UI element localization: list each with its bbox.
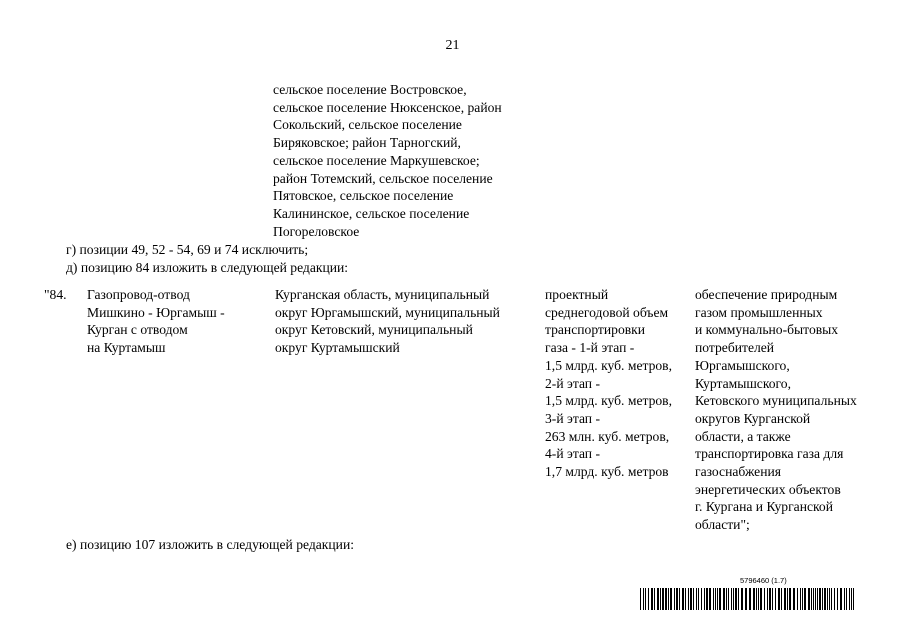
- barcode-bar: [846, 588, 847, 610]
- barcode-bar: [670, 588, 672, 610]
- barcode-bar: [668, 588, 669, 610]
- row-capacity-line: 1,5 млрд. куб. метров,: [545, 357, 673, 373]
- row-purpose-line: области";: [695, 517, 750, 533]
- continuation-line: Пятовское, сельское поселение: [273, 188, 454, 204]
- row-capacity-line: среднегодовой объем: [545, 304, 669, 320]
- barcode-bar: [802, 588, 803, 610]
- barcode-bar: [674, 588, 675, 610]
- barcode-bar: [808, 588, 810, 610]
- barcode-bar: [690, 588, 692, 610]
- row-capacity-column: [545, 286, 672, 481]
- row-location-line: округ Юргамышский, муниципальный: [275, 304, 500, 320]
- barcode-bar: [688, 588, 689, 610]
- row-purpose-line: обеспечение природным: [695, 287, 838, 302]
- barcode-bar: [753, 588, 755, 610]
- barcode-number: 5796460 (1.7): [740, 576, 787, 585]
- barcode-bar: [844, 588, 845, 610]
- barcode-bar: [817, 588, 818, 610]
- row-capacity-line: 4-й этап -: [545, 446, 600, 462]
- continuation-line: сельское поселение Нюксенское, район: [273, 99, 502, 115]
- row-capacity-line: транспортировки: [545, 322, 646, 338]
- barcode-bar: [731, 588, 732, 610]
- barcode-bar: [733, 588, 734, 610]
- barcode-bar: [741, 588, 743, 610]
- row-purpose-line: транспортировка газа для: [695, 446, 844, 462]
- continuation-line: Калининское, сельское поселение: [273, 205, 470, 221]
- barcode-image: [640, 588, 858, 610]
- barcode-bar: [657, 588, 659, 610]
- row-purpose-line: газом промышленных: [695, 304, 823, 320]
- continuation-line: Погореловское: [273, 223, 360, 239]
- item-g-text: г) позиции 49, 52 - 54, 69 и 74 исключить;: [66, 242, 309, 257]
- barcode-bar: [819, 588, 821, 610]
- barcode-bar: [775, 588, 776, 610]
- barcode-bar: [717, 588, 718, 610]
- barcode-bar: [640, 588, 641, 610]
- barcode-bar: [749, 588, 751, 610]
- barcode-bar: [822, 588, 823, 610]
- barcode-bar: [834, 588, 835, 610]
- barcode-bar: [735, 588, 737, 610]
- row-capacity-line: 263 млн. куб. метров,: [545, 428, 670, 444]
- row-location-line: округ Куртамышский: [275, 340, 400, 356]
- barcode-bar: [643, 588, 644, 610]
- barcode-bar: [831, 588, 832, 610]
- continuation-text: [273, 81, 502, 240]
- barcode-bar: [745, 588, 747, 610]
- barcode-bar: [738, 588, 739, 610]
- barcode-bar: [713, 588, 714, 610]
- barcode-bar: [853, 588, 854, 610]
- barcode-bar: [704, 588, 705, 610]
- barcode-bar: [811, 588, 812, 610]
- barcode-bar: [781, 588, 782, 610]
- barcode-bar: [827, 588, 828, 610]
- row-purpose-line: и коммунально-бытовых: [695, 322, 839, 338]
- barcode-bar: [787, 588, 788, 610]
- row-purpose-line: г. Кургана и Курганской: [695, 499, 834, 515]
- barcode-bar: [778, 588, 780, 610]
- barcode-bar: [660, 588, 661, 610]
- barcode-bar: [685, 588, 686, 610]
- barcode-bar: [665, 588, 667, 610]
- row-name-line: на Куртамыш: [87, 340, 166, 356]
- row-purpose-line: энергетических объектов: [695, 481, 841, 497]
- row-location-line: округ Кетовский, муниципальный: [275, 322, 473, 338]
- page-number: 21: [445, 38, 460, 53]
- barcode-bar: [715, 588, 716, 610]
- continuation-line: сельское поселение Востровское,: [273, 82, 467, 97]
- row-number: "84.: [44, 287, 67, 302]
- row-location-column: [275, 286, 500, 357]
- barcode-bar: [829, 588, 830, 610]
- barcode-bar: [706, 588, 708, 610]
- row-purpose-line: газоснабжения: [695, 464, 782, 480]
- continuation-line: Биряковское; район Тарногский,: [273, 135, 461, 151]
- row-capacity-line: 1,5 млрд. куб. метров,: [545, 393, 673, 409]
- barcode-bar: [723, 588, 725, 610]
- barcode-bar: [815, 588, 816, 610]
- continuation-line: район Тотемский, сельское поселение: [273, 170, 493, 186]
- barcode-bar: [648, 588, 649, 610]
- row-location-line: Курганская область, муниципальный: [275, 287, 490, 302]
- barcode-bar: [698, 588, 699, 610]
- row-capacity-line: проектный: [545, 287, 609, 302]
- row-capacity-line: 2-й этап -: [545, 375, 600, 391]
- row-purpose-line: Куртамышского,: [695, 375, 791, 391]
- barcode-bar: [851, 588, 852, 610]
- barcode-bar: [696, 588, 697, 610]
- row-name-line: Мишкино - Юргамыш -: [87, 304, 225, 320]
- barcode-bar: [682, 588, 684, 610]
- continuation-line: сельское поселение Маркушевское;: [273, 152, 480, 168]
- barcode-bar: [840, 588, 842, 610]
- barcode-bar: [764, 588, 765, 610]
- row-purpose-column: [695, 286, 857, 534]
- barcode-bar: [784, 588, 786, 610]
- barcode-bar: [800, 588, 801, 610]
- barcode-bar: [849, 588, 850, 610]
- row-purpose-line: округов Курганской: [695, 410, 811, 426]
- barcode-bar: [767, 588, 768, 610]
- barcode-bar: [760, 588, 762, 610]
- barcode-bar: [804, 588, 806, 610]
- barcode-bar: [756, 588, 757, 610]
- barcode-bar: [701, 588, 702, 610]
- barcode-bar: [797, 588, 798, 610]
- barcode-bar: [728, 588, 729, 610]
- barcode-bar: [651, 588, 653, 610]
- barcode-bar: [837, 588, 838, 610]
- barcode-bar: [662, 588, 664, 610]
- barcode-bar: [769, 588, 771, 610]
- barcode-bar: [676, 588, 678, 610]
- barcode-bar: [824, 588, 826, 610]
- barcode-bar: [719, 588, 721, 610]
- barcode-bar: [813, 588, 814, 610]
- barcode-bar: [709, 588, 711, 610]
- row-purpose-line: области, а также: [695, 428, 791, 444]
- barcode-bar: [772, 588, 773, 610]
- row-purpose-line: Кетовского муниципальных: [695, 393, 857, 409]
- row-name-line: Курган с отводом: [87, 322, 188, 338]
- row-name-line: Газопровод-отвод: [87, 287, 190, 302]
- item-d-text: д) позицию 84 изложить в следующей редакции:: [66, 260, 349, 275]
- barcode-bar: [726, 588, 727, 610]
- barcode-bar: [758, 588, 759, 610]
- continuation-line: Сокольский, сельское поселение: [273, 117, 462, 133]
- barcode-bar: [693, 588, 694, 610]
- barcode-bar: [645, 588, 646, 610]
- barcode-bar: [679, 588, 680, 610]
- row-capacity-line: 3-й этап -: [545, 410, 600, 426]
- row-name-column: [87, 286, 225, 357]
- barcode-bar: [654, 588, 655, 610]
- barcode-bar: [793, 588, 795, 610]
- row-capacity-line: 1,7 млрд. куб. метров: [545, 464, 669, 480]
- row-purpose-line: Юргамышского,: [695, 357, 790, 373]
- row-capacity-line: газа - 1-й этап -: [545, 340, 635, 356]
- barcode-bar: [789, 588, 791, 610]
- item-e-text: е) позицию 107 изложить в следующей редакции:: [66, 537, 354, 552]
- row-purpose-line: потребителей: [695, 340, 775, 356]
